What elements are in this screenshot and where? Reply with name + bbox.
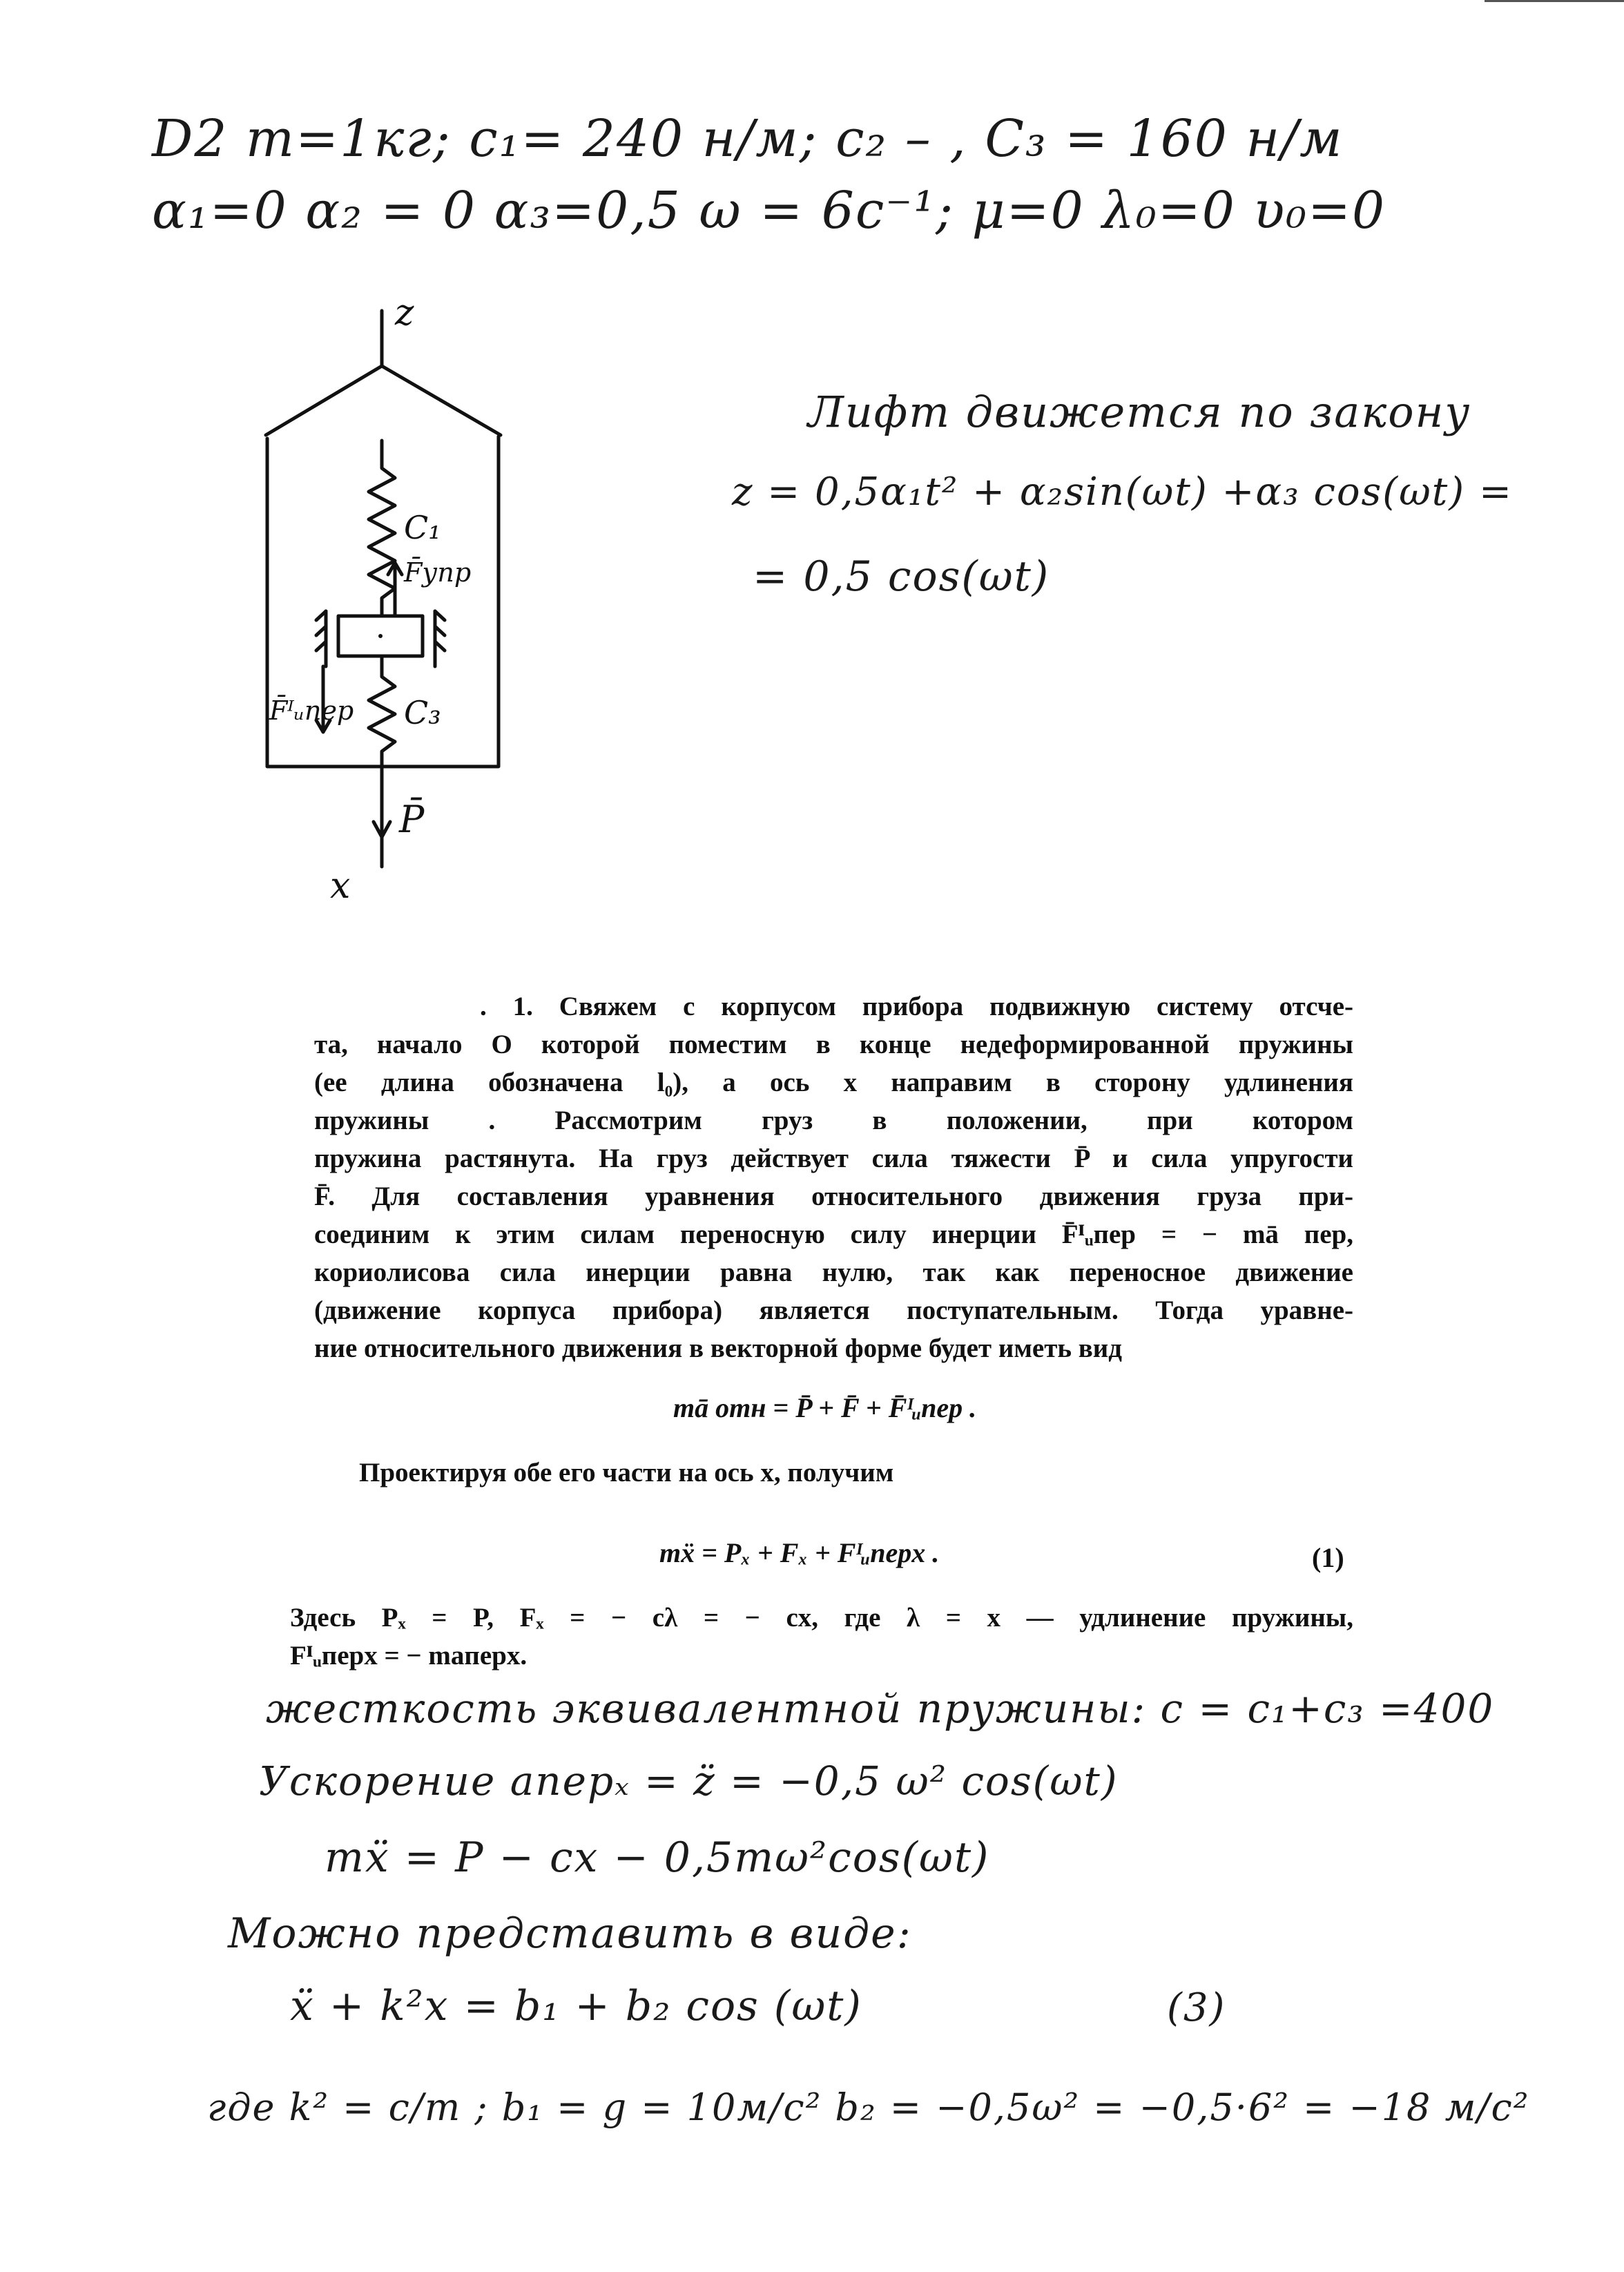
paragraph-line-8: кориолисова сила инерции равна нулю, так как переносное движение [314, 1258, 1353, 1287]
printed-paragraph [314, 988, 1353, 1367]
paragraph-line-10: ние относительного движения в векторной форме будет иметь вид [314, 1334, 1122, 1363]
vector-equation: mā отн = P̄ + F̄ + F̄ᴵᵤпер . [673, 1392, 977, 1423]
coefficients-line: где k² = c/m ; b₁ = g = 10м/с² b₂ = −0,5ω² = −0,5·6² = −18 м/с² [207, 2086, 1530, 2129]
inertia-force-label: F̄ᴵᵤпер [269, 695, 354, 726]
equation-number-3: (3) [1167, 1985, 1226, 2030]
lift-law-line-2: z = 0,5α₁t² + α₂sin(ωt) +α₃ cos(ωt) = [732, 470, 1513, 514]
paragraph-line-4: пружины . Рассмотрим груз в положении, при котором [314, 1106, 1353, 1135]
axis-x-label: x [330, 865, 351, 907]
paragraph-line-2: та, начало O которой поместим в конце недеформированной пружины [314, 1030, 1353, 1059]
axis-z-label: z [395, 292, 414, 334]
here-line-2: Fᴵᵤперx = − maперx. [290, 1641, 528, 1671]
acceleration-line: Ускорение aперₓ = z̈ = −0,5 ω² cos(ωt) [259, 1758, 1119, 1804]
paragraph-line-7: соединим к этим силам переносную силу инерции F̄ᴵᵤпер = − mā пер, [314, 1220, 1353, 1249]
equation-number-1: (1) [1312, 1542, 1344, 1573]
paragraph-line-9: (движение корпуса прибора) является поступательным. Тогда уравне- [314, 1296, 1353, 1325]
weight-label: P̄ [399, 798, 425, 841]
lift-law-line-1: Лифт движется по закону [808, 387, 1471, 437]
given-parameters-line-2: α₁=0 α₂ = 0 α₃=0,5 ω = 6с⁻¹; μ=0 λ₀=0 υ₀=0 [152, 181, 1386, 240]
paragraph-line-1: . 1. Свяжем с корпусом прибора подвижную систему отсче- [480, 992, 1353, 1021]
canonical-equation-line: ẍ + k²x = b₁ + b₂ cos (ωt) [290, 1982, 862, 2030]
paragraph-line-6: F̄. Для составления уравнения относительного движения груза при- [314, 1182, 1353, 1211]
paragraph-line-5: пружина растянута. На груз действует сила тяжести P̄ и сила упругости [314, 1144, 1353, 1173]
here-definitions [290, 1599, 1353, 1675]
given-parameters-line-1: D2 m=1кг; c₁= 240 н/м; c₂ – , C₃ = 160 н/м [152, 109, 1344, 169]
elastic-force-label: F̄упр [404, 557, 472, 588]
elevator-spring-diagram [249, 290, 635, 912]
scan-edge-line [1485, 0, 1624, 2]
motion-equation-line: mẍ = P − cx − 0,5mω²cos(ωt) [325, 1833, 990, 1882]
paragraph-line-3: (ее длина обозначена l₀), а ось x направим в сторону удлинения [314, 1068, 1353, 1097]
here-line-1: Здесь Pₓ = P, Fₓ = − cλ = − cx, где λ = x — удлинение пружины, [290, 1603, 1353, 1633]
represent-line: Можно представить в виде: [228, 1909, 912, 1958]
projecting-sentence: Проектируя обе его части на ось x, получим [359, 1458, 894, 1488]
spring-c1-label: C₁ [404, 509, 441, 546]
lift-law-line-3: = 0,5 cos(ωt) [753, 552, 1050, 601]
spring-c3-label: C₃ [404, 694, 441, 731]
projected-equation: mẍ = Pₓ + Fₓ + Fᴵᵤперx . [659, 1537, 940, 1568]
stiffness-line: жесткость эквивалентной пружины: c = c₁+c₃ =400 [266, 1685, 1495, 1732]
